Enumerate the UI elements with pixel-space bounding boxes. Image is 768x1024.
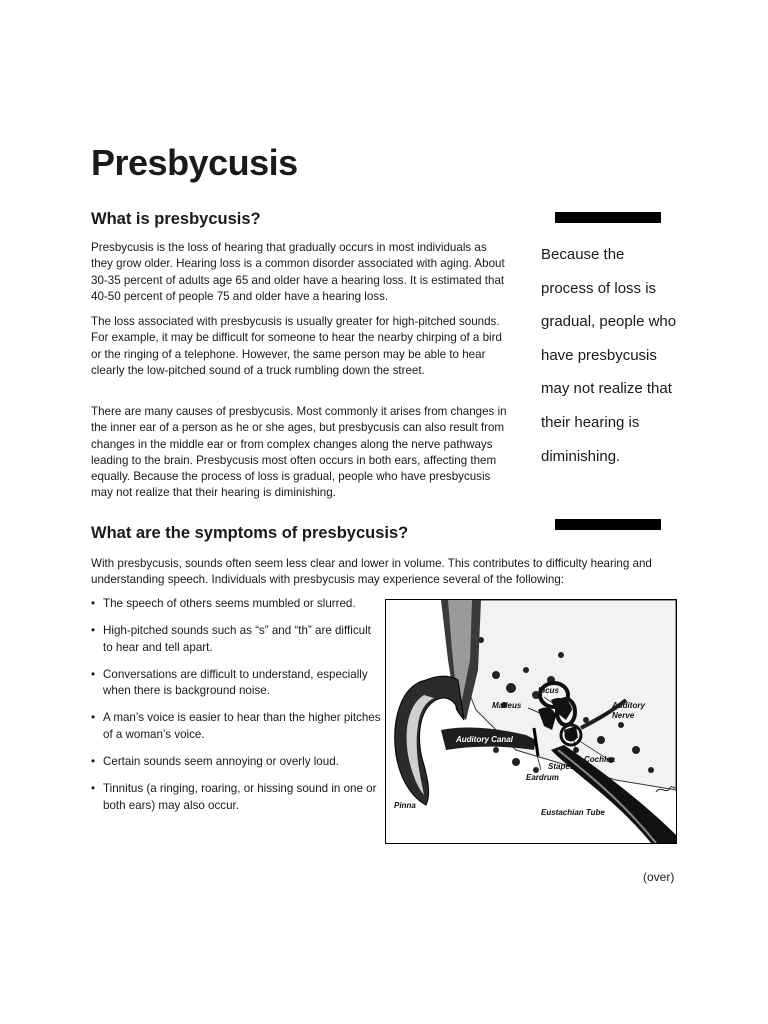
symptom-item: • Tinnitus (a ringing, roaring, or hissing sound in one or both ears) may also occur.: [91, 781, 381, 814]
page-title: Presbycusis: [91, 142, 298, 183]
symptom-item: • Conversations are difficult to understand, especially when there is background noise.: [91, 667, 381, 700]
ear-diagram: [386, 600, 676, 843]
section-heading-what-is: What is presbycusis?: [91, 210, 261, 228]
label-pinna: Pinna: [394, 801, 416, 810]
over-indicator: (over): [643, 870, 675, 884]
label-auditory-nerve-2: Nerve: [612, 711, 635, 720]
label-malleus: Malleus: [492, 701, 522, 710]
section-heading-symptoms: What are the symptoms of presbycusis?: [91, 524, 409, 542]
pullquote-bottom-rule: [555, 519, 661, 530]
label-auditory-canal: Auditory Canal: [456, 735, 513, 744]
pullquote: Because the process of loss is gradual, people who have presbycusis may not realize that their hearing is diminishing.: [541, 246, 677, 465]
label-stapes: Stapes: [548, 762, 575, 771]
symptom-list: [91, 596, 381, 825]
label-auditory-nerve-1: Auditory: [612, 701, 645, 710]
symptom-item: • Certain sounds seem annoying or overly loud.: [91, 754, 381, 770]
symptom-item: • High-pitched sounds such as “s” and “th” are difficult to hear and tell apart.: [91, 623, 381, 656]
symptom-item: • A man’s voice is easier to hear than the higher pitches of a woman’s voice.: [91, 710, 381, 743]
label-incus: Incus: [538, 686, 559, 695]
symptoms-intro: With presbycusis, sounds often seem less clear and lower in volume. This contributes to difficulty hearing and understanding speech. Individuals with presbycusis may experience several of the following:: [91, 557, 652, 587]
symptom-item: • The speech of others seems mumbled or slurred.: [91, 596, 381, 612]
pullquote-top-rule: [555, 212, 661, 223]
paragraph-causes: There are many causes of presbycusis. Most commonly it arises from changes in the inner ear of a person as he or she ages, but presbycusis can also result from changes in the middle ear or from complex changes along the nerve pathways leading to the brain. Presbycusis most often occurs in both ears, affecting them equally. Because the process of loss is gradual, people who have presbycusis may not realize that their hearing is diminishing.: [91, 405, 507, 500]
paragraph-definition: Presbycusis is the loss of hearing that gradually occurs in most individuals as they grow older. Hearing loss is a common disorder associated with aging. About 30-35 percent of adults age 65 and older have a hearing loss. It is estimated that 40-50 percent of people 75 and older have a hearing loss.: [91, 241, 505, 303]
label-eustachian-tube: Eustachian Tube: [541, 808, 605, 817]
ear-anatomy-illustration: [385, 599, 677, 844]
paragraph-high-pitch: The loss associated with presbycusis is usually greater for high-pitched sounds. For example, it may be difficult for someone to hear the nearby chirping of a bird or the ringing of a telephone. However, the same person may be able to hear clearly the low-pitched sound of a truck rumbling down the street.: [91, 315, 502, 377]
label-cochlea: Cochlea: [584, 755, 616, 764]
label-eardrum: Eardrum: [526, 773, 559, 782]
